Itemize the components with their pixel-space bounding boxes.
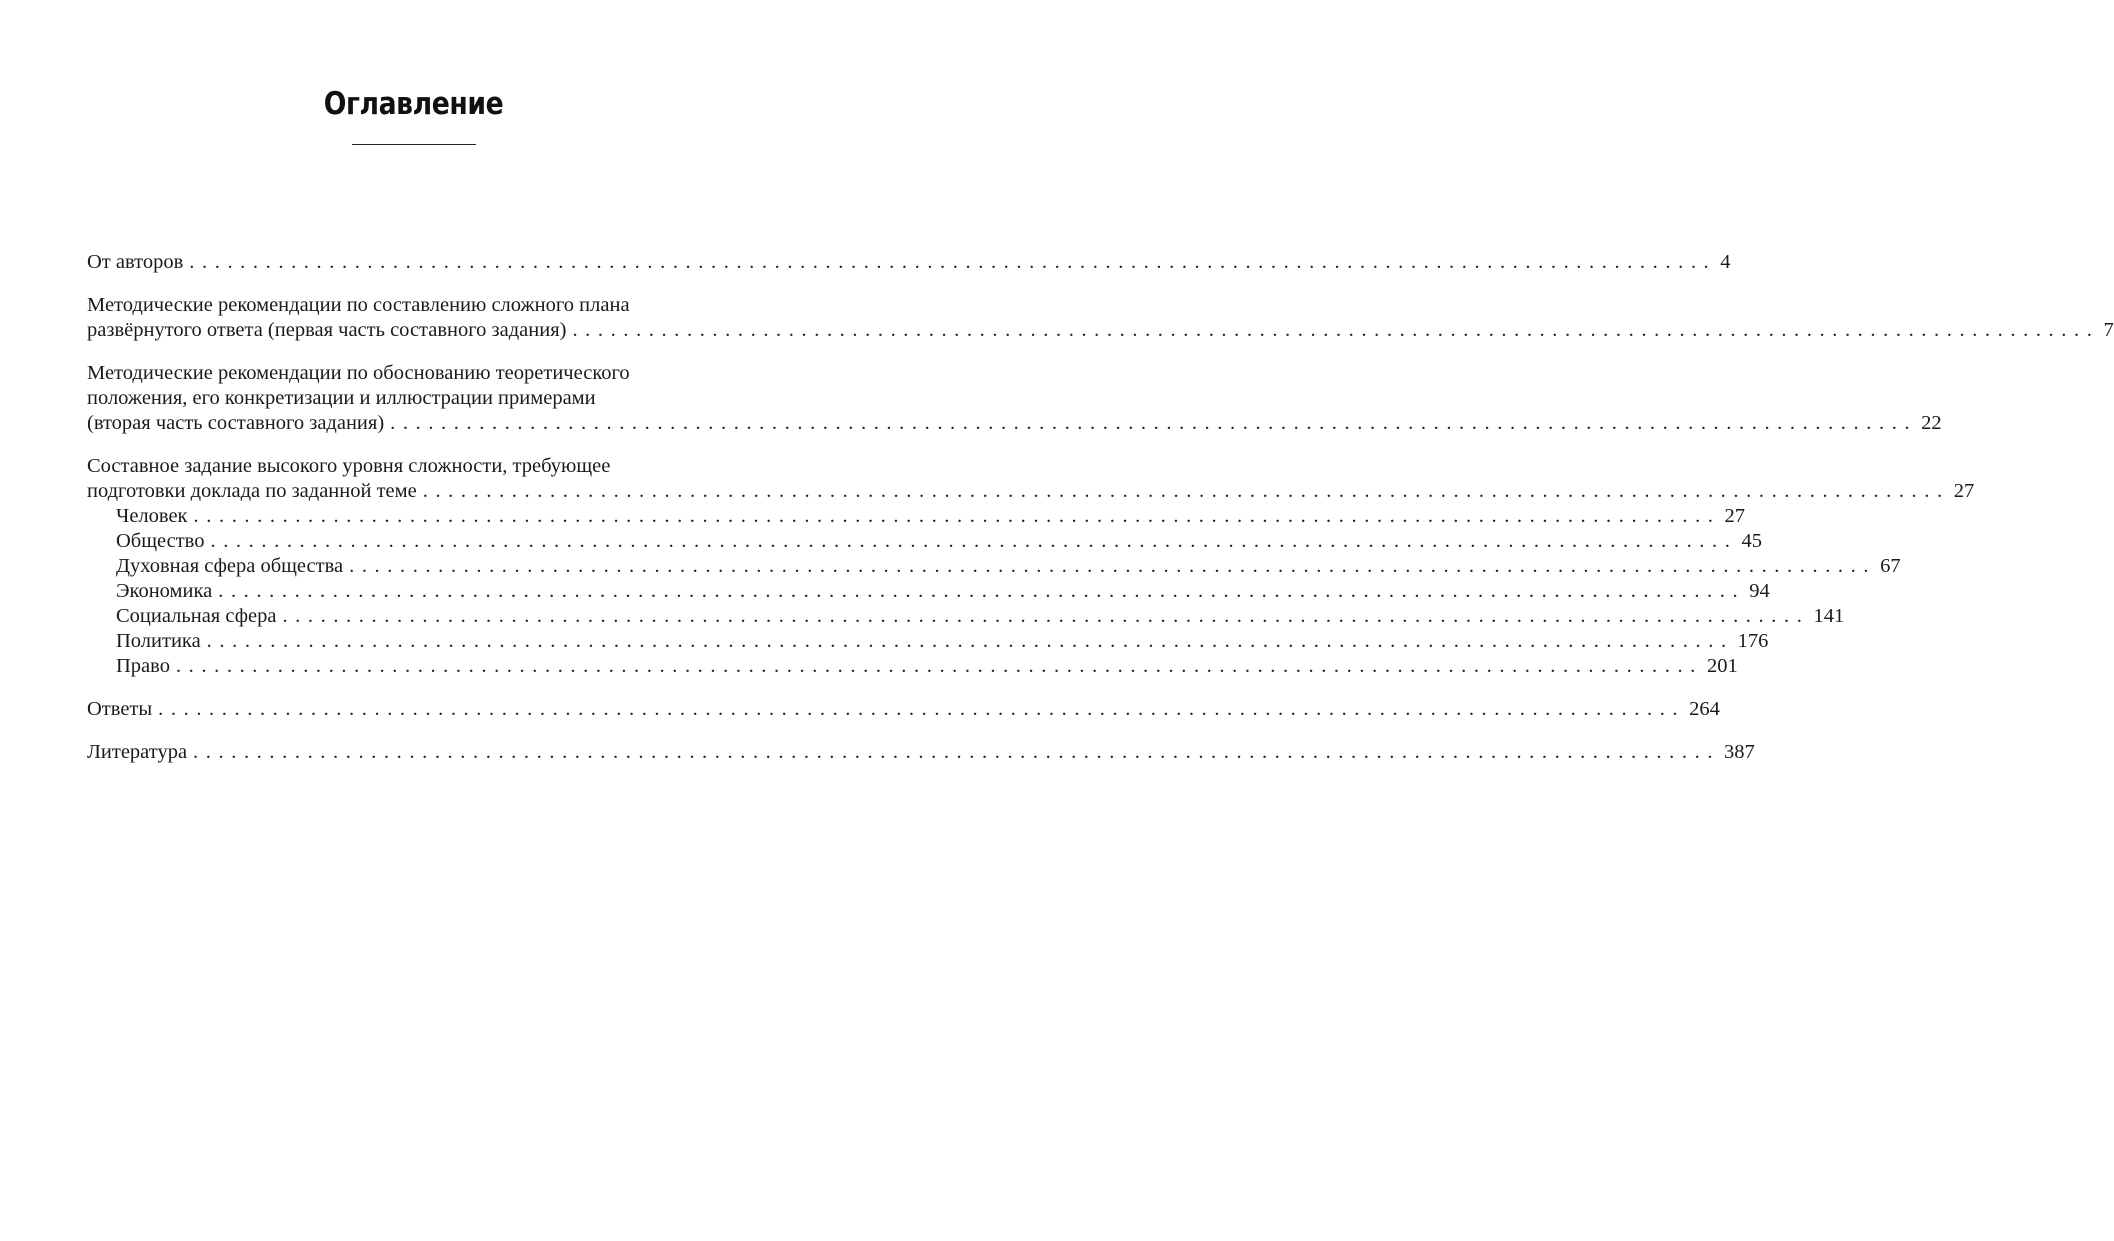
toc-leader-dots: ........................................................................................................................ [210, 530, 1738, 552]
toc-entry-title: Ответы [87, 698, 153, 720]
toc-page-number: 387 [1724, 741, 1755, 763]
toc-subentry-title: Духовная сфера общества [116, 555, 344, 577]
toc-page-number: 176 [1737, 630, 1769, 652]
toc-leader-dots: ........................................................................................................................ [193, 741, 1721, 763]
toc-leader-dots: ........................................................................................................................ [206, 630, 1734, 652]
toc-leader-dots: ........................................................................................................................ [218, 580, 1746, 602]
toc-subentry-title: Право [116, 655, 170, 677]
toc-entry-title: развёрнутого ответа (первая часть составного задания) [87, 319, 567, 341]
toc-subentry[interactable] [87, 554, 1901, 579]
toc-leader-dots: ........................................................................................................................ [175, 655, 1703, 677]
toc-leader-dots: ........................................................................................................................ [390, 412, 1918, 434]
toc-entry[interactable] [87, 697, 1720, 722]
toc-entry[interactable] [87, 361, 1942, 436]
toc-entry[interactable] [87, 293, 2114, 343]
toc-page-number: 27 [1953, 480, 1975, 502]
toc-entry[interactable] [87, 454, 1975, 504]
toc-subentry[interactable] [87, 529, 1762, 554]
toc-page-number: 67 [1880, 555, 1901, 577]
toc-leader-dots: ........................................................................................................................ [349, 555, 1877, 577]
toc-page-number: 22 [1921, 412, 1942, 434]
toc-leader-dots: ........................................................................................................................ [193, 505, 1721, 527]
toc-entry-title: подготовки доклада по заданной теме [87, 480, 417, 502]
toc-subentry-title: Общество [116, 530, 205, 552]
toc-leader-dots: ........................................................................................................................ [189, 251, 1717, 273]
toc-page-number: 94 [1749, 580, 1770, 602]
toc-page-number: 27 [1724, 505, 1746, 527]
toc-entry-title-line: Методические рекомендации по составлению сложного плана [87, 294, 630, 316]
toc-page-number: 201 [1706, 655, 1738, 677]
toc-page-number: 264 [1689, 698, 1720, 720]
toc-subentry[interactable] [87, 629, 1769, 654]
toc-entry-title-line: Методические рекомендации по обоснованию теоретического [87, 362, 630, 384]
toc-subentry-title: Политика [116, 630, 201, 652]
toc-page-number: 7 [2103, 319, 2114, 341]
toc-entry[interactable] [87, 250, 1731, 275]
toc-subentry-title: Социальная сфера [116, 605, 277, 627]
toc-leader-dots: ........................................................................................................................ [572, 319, 2100, 341]
toc-entry-title-line: Составное задание высокого уровня сложности, требующее [87, 455, 611, 477]
toc-leader-dots: ........................................................................................................................ [282, 605, 1810, 627]
toc-entry-title-line: положения, его конкретизации и иллюстрации примерами [87, 387, 596, 409]
toc-page-number: 4 [1720, 251, 1731, 273]
toc-entry-title: От авторов [87, 251, 184, 273]
page-title: Оглавление [323, 86, 504, 122]
toc-entry[interactable] [87, 740, 1755, 765]
toc-subentry[interactable] [87, 504, 1746, 529]
toc-entry-title: Литература [87, 741, 188, 763]
title-divider [352, 144, 476, 145]
toc-entry-title: (вторая часть составного задания) [87, 412, 385, 434]
toc-subentry-title: Человек [116, 505, 188, 527]
table-of-contents [87, 250, 2114, 765]
toc-leader-dots: ........................................................................................................................ [158, 698, 1686, 720]
toc-leader-dots: ........................................................................................................................ [422, 480, 1950, 502]
toc-page-number: 45 [1741, 530, 1762, 552]
toc-subentry[interactable] [87, 654, 1738, 679]
toc-subentry-title: Экономика [116, 580, 213, 602]
toc-subentry[interactable] [87, 604, 1845, 629]
toc-page-number: 141 [1813, 605, 1845, 627]
toc-subentry[interactable] [87, 579, 1770, 604]
